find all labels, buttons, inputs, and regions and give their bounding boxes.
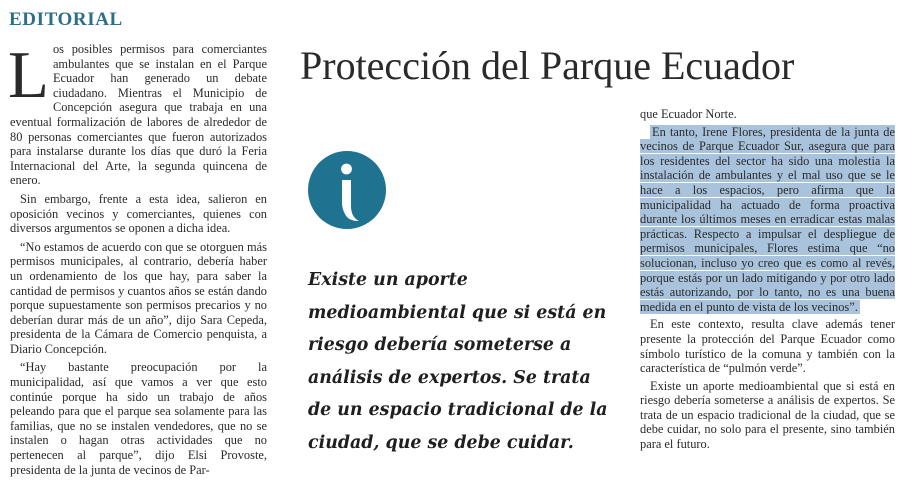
paragraph-1-text: os posibles permisos para comerciantes ambulantes que se instalan en el Parque Ecuador han generado un debate ciudadano. Mientras el Municipio de Concepción asegura que trabaja en una eventual formalización de labores de alrededor de 80 personas comerciantes que fueron autorizados para instalarse durante los días que duró la Feria Internacional del Arte, la segunda quincena de enero.	[10, 42, 267, 188]
info-icon	[307, 150, 387, 230]
headline: Protección del Parque Ecuador	[300, 43, 795, 88]
paragraph-3: “No estamos de acuerdo con que se otorguen más permisos municipales, al contrario, debería haber un ordenamiento de los que hay, para saber la cantidad de permisos y cuantos años se están dando porque supuestamente son permisos precarios y no deberían durar más de un año”, dijo Sara Cepeda, presidenta de la Cámara de Comercio penquista, a Diario Concepción.	[10, 239, 267, 356]
paragraph-8: Existe un aporte medioambiental que si está en riesgo debería someterse a análisis de expertos. Se trata de un espacio tradicional de la ciudad, que se debe cuidar, no solo para el presente, sino también para el futuro.	[640, 378, 895, 452]
paragraph-1	[8, 38, 267, 188]
paragraph-2: Sin embargo, frente a esta idea, salieron en oposición vecinos y comerciantes, quienes con diversos argumentos se oponen a dicha idea.	[10, 191, 267, 236]
paragraph-7: En este contexto, resulta clave además tener presente la protección del Parque Ecuador como símbolo turístico de la comuna y también con la característica de “pulmón verde”.	[640, 317, 895, 376]
section-label: EDITORIAL	[9, 9, 123, 30]
paragraph-4: “Hay bastante preocupación por la municipalidad, así que vamos a ver que esto continúe porque ha sido un trabajo de años peleando para que el parque sea solamente para las familias, que no se instalen vendedores, que no se instalen o hagan otras actividades que no pertenecen al parque”, dijo Elsi Provoste, presidenta de la junta de vecinos de Par-	[10, 360, 267, 477]
paragraph-6	[640, 125, 895, 315]
highlighted-text: En tanto, Irene Flores, presidenta de la junta de vecinos de Parque Ecuador Sur, asegura que para los residentes del sector ha sido una molestia la instalación de ambulantes y el mal uso que se le hace a los espacios, pero afirma que la municipalidad ha actuado de forma proactiva durante los últimos meses en erradicar estas malas prácticas. Respecto a impulsar el despliegue de permisos municipales, Flores estima que “no solucionan, incluso yo creo que es como al revés, porque estás por un lado mitigando y por otro lado estás autorizando, por lo tanto, no es una buena medida en el punto de vista de los vecinos”.	[640, 124, 895, 314]
right-column	[640, 107, 895, 455]
drop-cap: L	[8, 38, 49, 112]
paragraph-5: que Ecuador Norte.	[640, 107, 737, 121]
pull-quote: Existe un aporte medioambiental que si está en riesgo debería someterse a análisis de expertos. Se trata de un espacio tradicional de la ciudad, que se debe cuidar.	[308, 270, 608, 453]
left-column	[8, 38, 267, 481]
